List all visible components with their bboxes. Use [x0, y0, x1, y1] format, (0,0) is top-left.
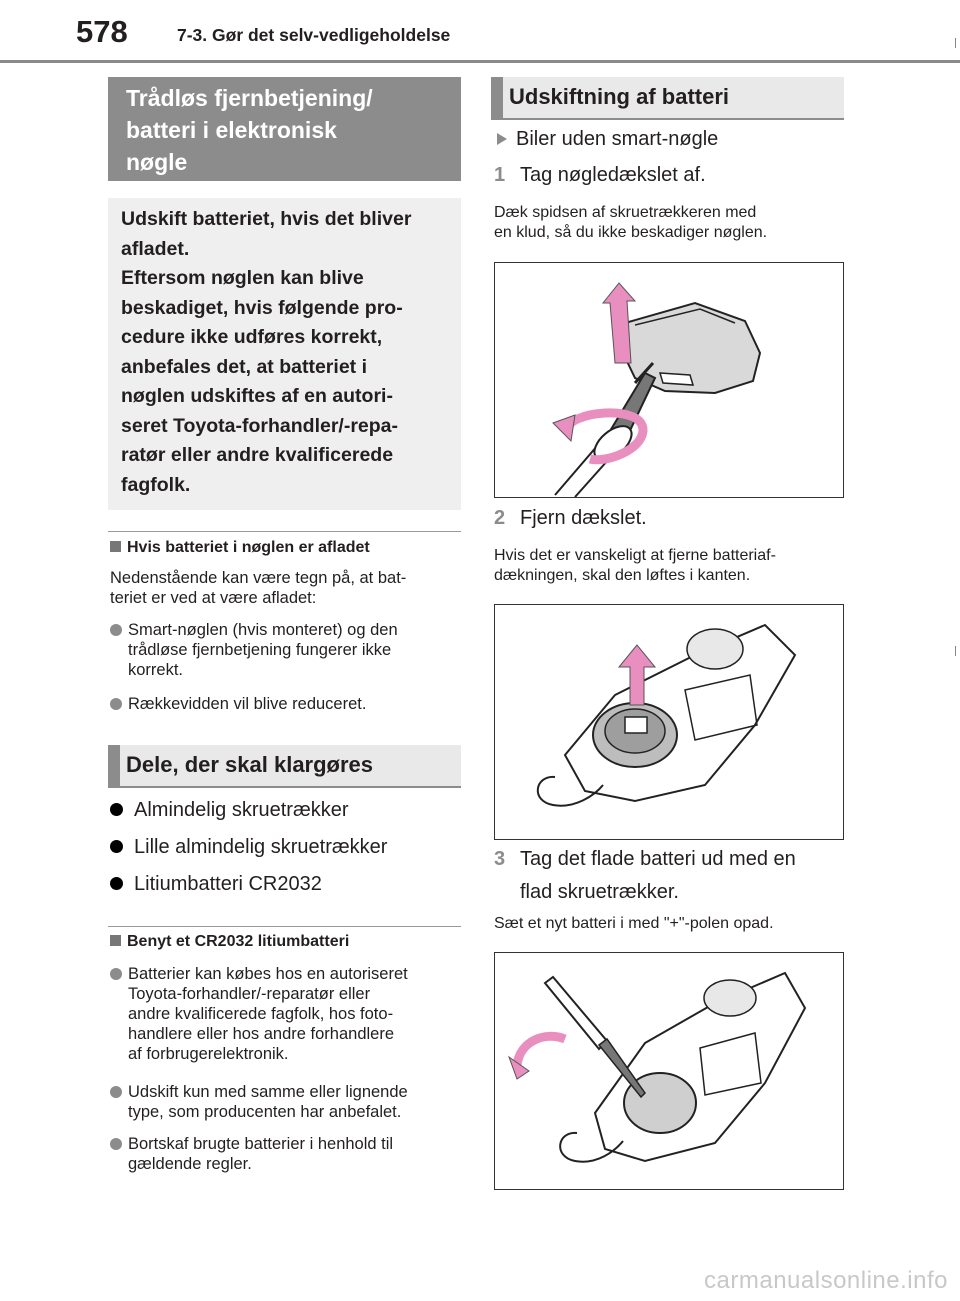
page-number: 578 [76, 14, 128, 49]
step: 3 Tag det flade batteri ud med en flad skruetrækker. [494, 848, 796, 903]
info-line: fagfolk. [121, 473, 191, 496]
crop-mark [955, 646, 956, 656]
parts-item: Almindelig skruetrækker [108, 799, 349, 822]
bullet-icon [110, 1086, 122, 1098]
bullet-icon [110, 877, 123, 890]
section-heading-replacement: Udskiftning af batteri [491, 77, 844, 120]
figure-remove-battery [494, 952, 844, 1190]
bullet-icon [110, 803, 123, 816]
bullet-icon [110, 624, 122, 636]
bullet-item: Rækkevidden vil blive reduceret. [110, 694, 366, 714]
bullet-item: Bortskaf brugte batterier i henhold til gældende regler. [110, 1134, 393, 1174]
header-rule [0, 60, 960, 63]
info-line: Eftersom nøglen kan blive [121, 267, 364, 289]
info-line: ratør eller andre kvalificerede [121, 444, 394, 466]
info-line: beskadiget, hvis følgende pro- [121, 296, 403, 319]
bullet-item: Batterier kan købes hos en autoriseret Toyota-forhandler/-reparatør eller andre kvalificerede fagfolk, hos foto- handlere eller hos andre forhandlere af forbrugerelektronik. [110, 964, 408, 1064]
subsection-heading: Hvis batteriet i nøglen er afladet [110, 539, 370, 557]
figure-remove-key-cover [494, 262, 844, 498]
parts-item: Lille almindelig skruetrækker [108, 836, 387, 859]
watermark: carmanualsonline.info [704, 1267, 948, 1294]
section-title-line: batteri i elektronisk [126, 117, 337, 143]
info-line: Udskift batteriet, hvis det bliver [121, 208, 412, 230]
section-title-line: Trådløs fjernbetjening/ [126, 85, 373, 111]
bullet-icon [110, 1138, 122, 1150]
parts-item: Litiumbatteri CR2032 [108, 873, 322, 896]
bullet-item: Smart-nøglen (hvis monteret) og den trådløse fjernbetjening fungerer ikke korrekt. [110, 620, 398, 680]
section-heading-parts: Dele, der skal klargøres [108, 745, 461, 788]
info-line: seret Toyota-forhandler/-repa- [121, 414, 399, 437]
paragraph: Nedenstående kan være tegn på, at bat- teriet er ved at være afladet: [110, 569, 407, 607]
step-note: Dæk spidsen af skruetrækkeren med en klud, så du ikke beskadiger nøglen. [494, 204, 768, 241]
bullet-icon [110, 698, 122, 710]
section-title-box [108, 77, 461, 181]
bullet-icon [110, 968, 122, 980]
bullet-item: Udskift kun med samme eller lignende type, som producenten har anbefalet. [110, 1082, 408, 1122]
info-line: anbefales det, at batteriet i [121, 355, 367, 378]
info-line: afladet. [121, 237, 190, 260]
crop-mark [955, 38, 956, 48]
step: 1 Tag nøgledækslet af. [494, 164, 706, 186]
square-bullet-icon [110, 541, 121, 552]
section-title-line: nøgle [126, 149, 188, 175]
variant-label: Biler uden smart-nøgle [496, 128, 718, 151]
subsection-rule [108, 926, 461, 927]
step-note: Hvis det er vanskeligt at fjerne batteriaf- dækningen, skal den løftes i kanten. [494, 547, 776, 584]
info-box [108, 198, 461, 510]
subsection-heading: Benyt et CR2032 litiumbatteri [110, 933, 349, 951]
subsection-rule [108, 531, 461, 532]
bullet-icon [110, 840, 123, 853]
info-line: nøglen udskiftes af en autori- [121, 385, 393, 407]
triangle-right-icon [496, 132, 508, 146]
square-bullet-icon [110, 935, 121, 946]
figure-remove-cover [494, 604, 844, 840]
step-note: Sæt et nyt batteri i med "+"-polen opad. [494, 915, 774, 932]
step: 2 Fjern dækslet. [494, 507, 647, 529]
info-line: cedure ikke udføres korrekt, [121, 326, 383, 348]
chapter-title: 7-3. Gør det selv-vedligeholdelse [177, 25, 451, 45]
